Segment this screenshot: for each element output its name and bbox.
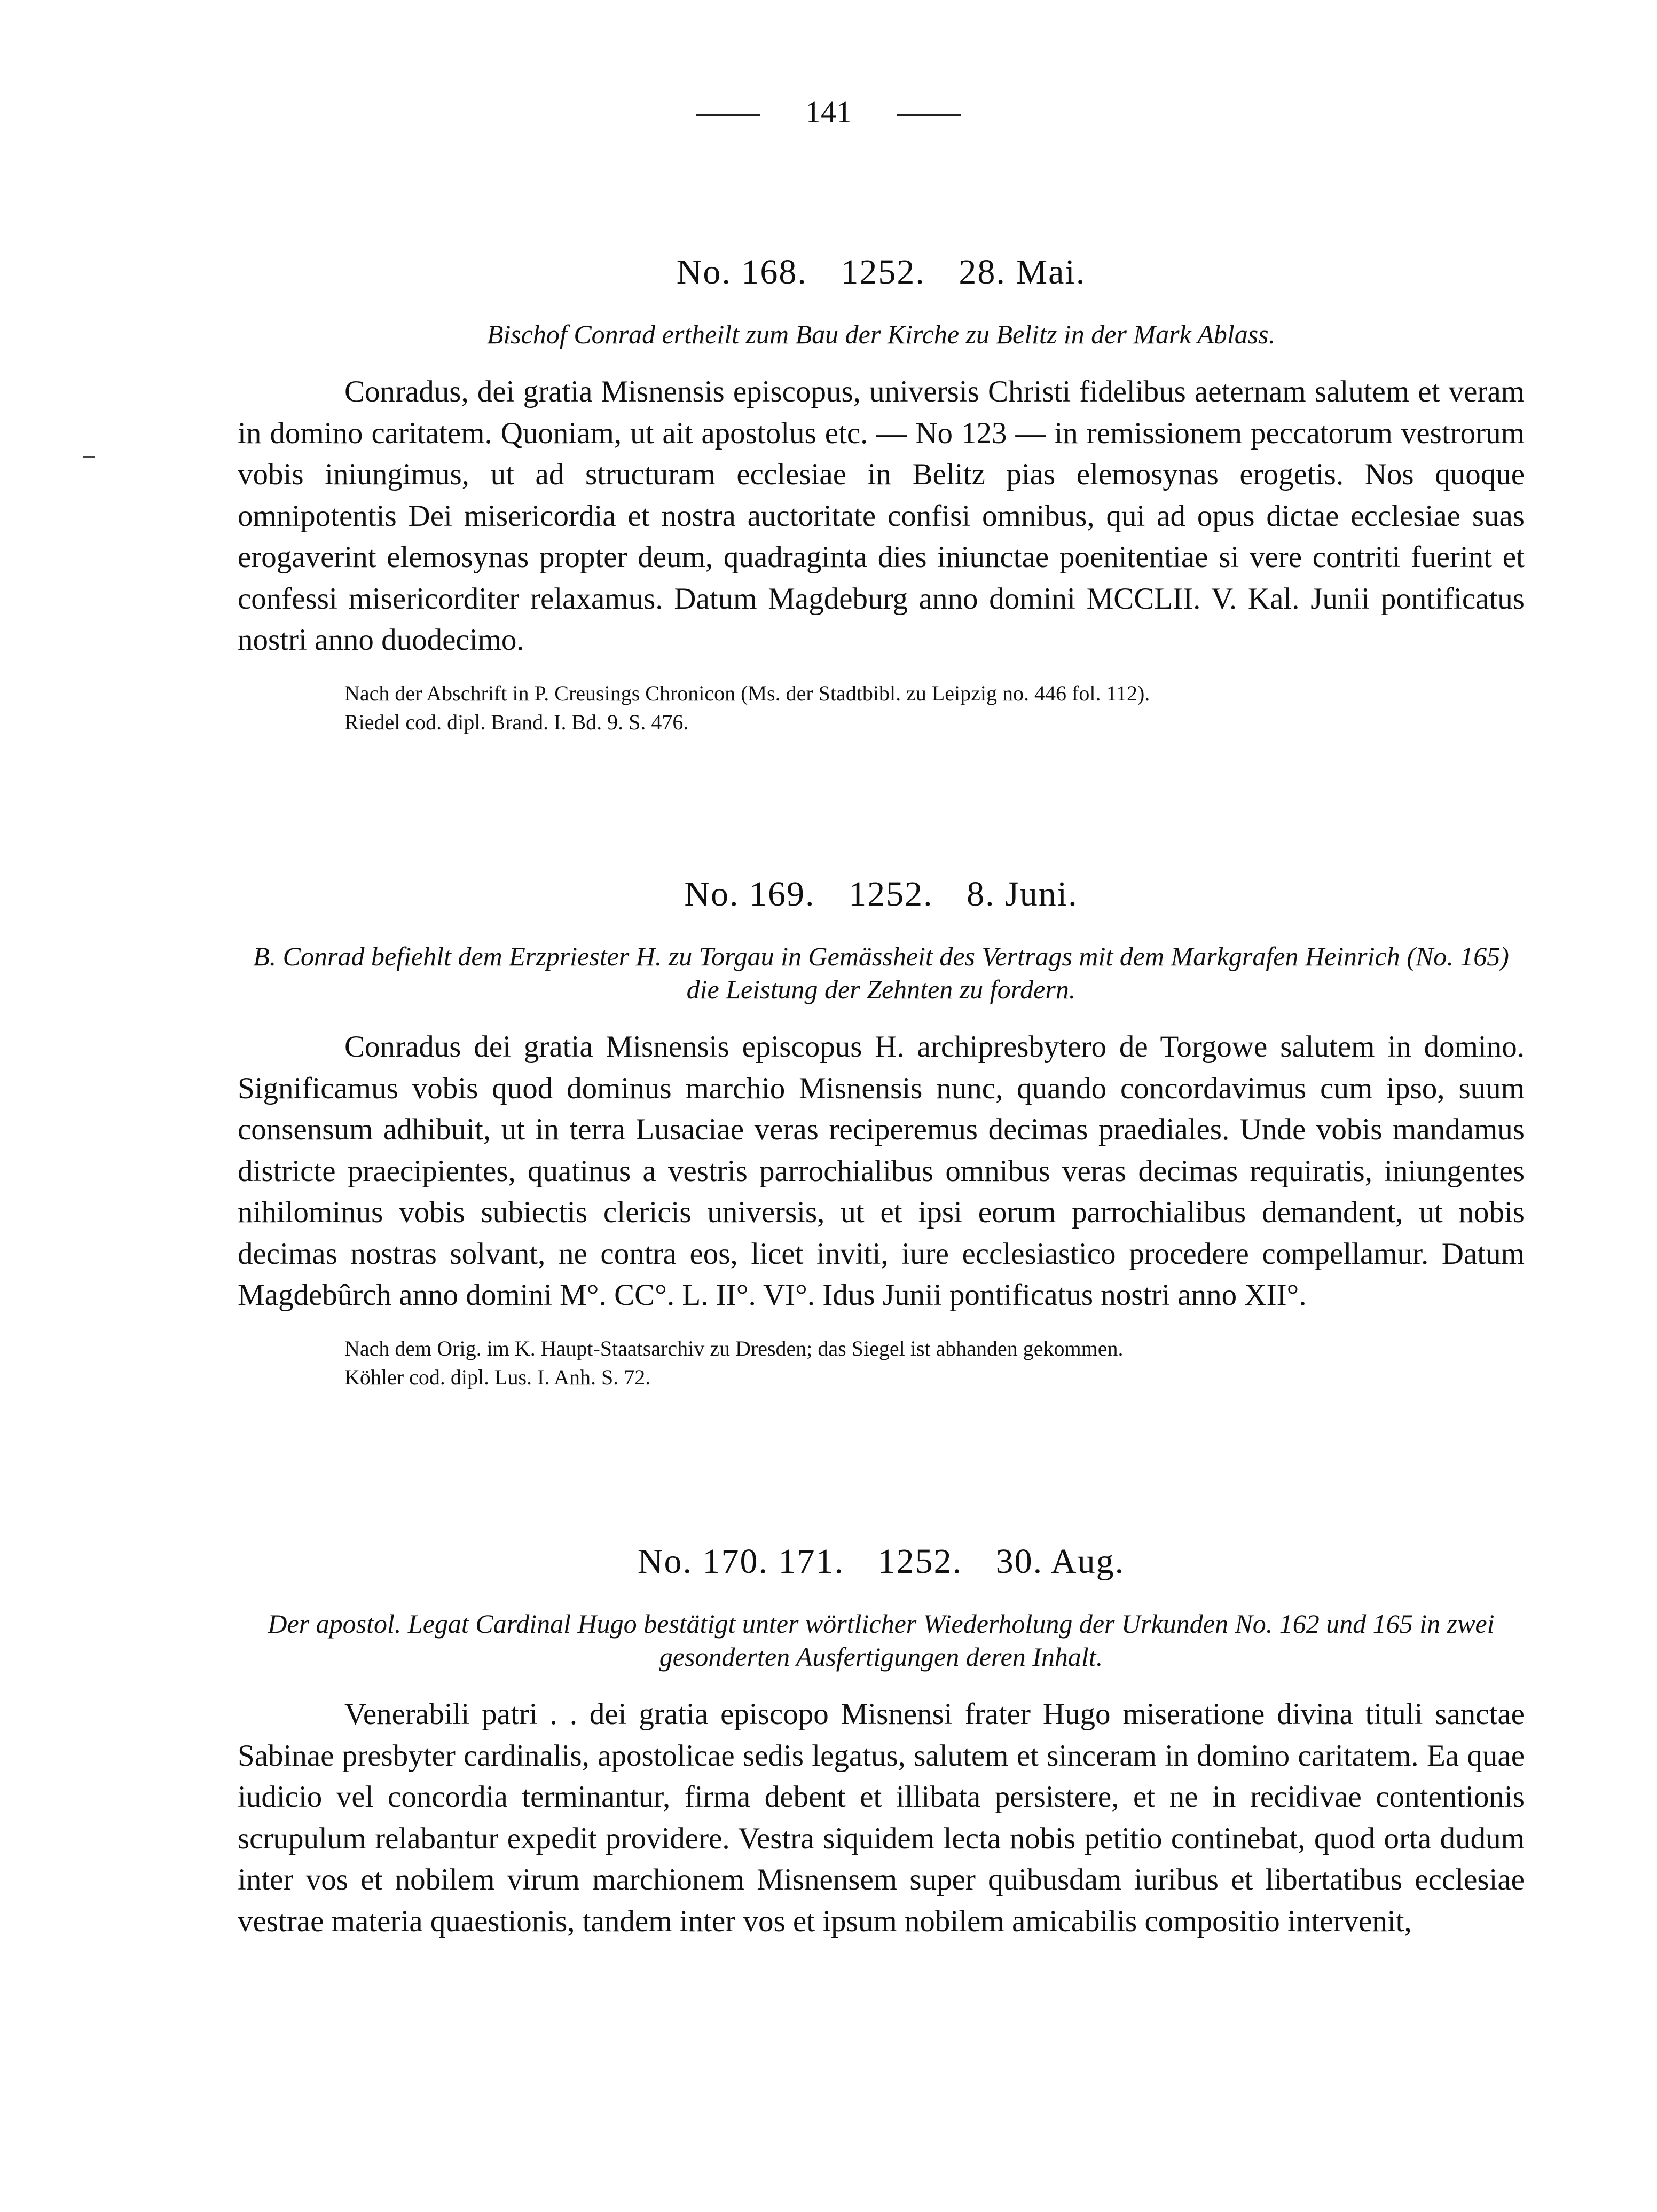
document-heading: [238, 1538, 1525, 1586]
document-year: 1252.: [849, 875, 933, 914]
document-entry-169: [238, 870, 1525, 1392]
running-head-dash-right: [897, 114, 961, 116]
document-text: Conradus, dei gratia Misnensis episcopus, universis Christi fidelibus aeternam salutem et veram in domino caritatem. Quoniam, ut ait apostolus etc. — No 123 — in remissionem peccatorum vestrorum vobis iniungimus, ut ad structuram ecclesiae in Belitz pias elemosynas erogetis. Nos quoque omnipotentis Dei misericordia et nostra auctoritate confisi omnibus, qui ad opus dictae ecclesiae suas erogaverint elemosynas propter deum, quadraginta dies iniunctae poenitentiae si vere contriti fuerint et confessi misericorditer relaxamus. Datum Magdeburg anno domini MCCLII. V. Kal. Junii pontificatus nostri anno duodecimo.: [238, 375, 1525, 657]
document-text: Venerabili patri . . dei gratia episcopo Misnensi frater Hugo miseratione divina tituli sanctae Sabinae presbyter cardinalis, apostolicae sedis legatus, salutem et sinceram in domino caritatem. Ea quae iudicio vel concordia terminantur, firma debent et illibata persistere, et ne in recidivae contentionis scrupulum relabantur expedit providere. Vestra siquidem lecta nobis petitio continebat, quod orta dudum inter vos et nobilem virum marchionem Misnensem super quibusdam iuribus et libertatibus ecclesiae vestrae materia quaestionis, tandem inter vos et ipsum nobilem amicabilis compositio intervenit,: [238, 1697, 1525, 1938]
document-heading: [238, 870, 1525, 918]
document-number: No. 169.: [684, 875, 815, 914]
document-regest: B. Conrad befiehlt dem Erzpriester H. zu Torgau in Gemässheit des Vertrags mit dem Markgrafen Heinrich (No. 165) die Leistung der Zehnten zu fordern.: [253, 941, 1509, 1004]
document-notes: [238, 679, 1525, 737]
document-year: 1252.: [877, 1542, 963, 1581]
source-note: Nach der Abschrift in P. Creusings Chronicon (Ms. der Stadtbibl. zu Leipzig no. 446 fol. 112).: [344, 681, 1150, 705]
document-entry-170-171: [238, 1538, 1525, 1942]
document-number: No. 168.: [676, 253, 807, 292]
document-year: 1252.: [841, 253, 925, 292]
edition-note: Riedel cod. dipl. Brand. I. Bd. 9. S. 476.: [344, 710, 689, 734]
page-number: 141: [805, 95, 852, 129]
document-regest: Der apostol. Legat Cardinal Hugo bestätigt unter wörtlicher Wiederholung der Urkunden No. 162 und 165 in zwei gesonderten Ausfertigungen deren Inhalt.: [268, 1609, 1495, 1672]
document-heading: [238, 248, 1525, 296]
document-date: 30. Aug.: [995, 1542, 1125, 1581]
running-head: [0, 91, 1657, 133]
running-head-dash-left: [696, 114, 760, 116]
margin-mark: [83, 456, 95, 458]
document-notes: [238, 1334, 1525, 1392]
document-entry-168: [238, 248, 1525, 737]
document-date: 28. Mai.: [959, 253, 1086, 292]
source-note: Nach dem Orig. im K. Haupt-Staatsarchiv zu Dresden; das Siegel ist abhanden gekommen.: [344, 1336, 1124, 1360]
document-date: 8. Juni.: [967, 875, 1078, 914]
edition-note: Köhler cod. dipl. Lus. I. Anh. S. 72.: [344, 1365, 651, 1389]
document-number: No. 170. 171.: [637, 1542, 845, 1581]
document-regest: Bischof Conrad ertheilt zum Bau der Kirche zu Belitz in der Mark Ablass.: [486, 319, 1276, 349]
document-text: Conradus dei gratia Misnensis episcopus H. archipresbytero de Torgowe salutem in domino. Significamus vobis quod dominus marchio Misnensis nunc, quando concordavimus cum ipso, suum consensum adhibuit, ut in terra Lusaciae veras reciperemus decimas praediales. Unde vobis mandamus districte praecipientes, quatinus a vestris parrochialibus omnibus veras decimas requiratis, iniungentes nihilominus vobis subiectis clericis universis, ut et ipsi eorum parrochialibus demandent, ut nobis decimas nostras solvant, ne contra eos, licet inviti, iure ecclesiastico procedere compellamur. Datum Magdebûrch anno domini M°. CC°. L. II°. VI°. Idus Junii pontificatus nostri anno XII°.: [238, 1030, 1525, 1312]
